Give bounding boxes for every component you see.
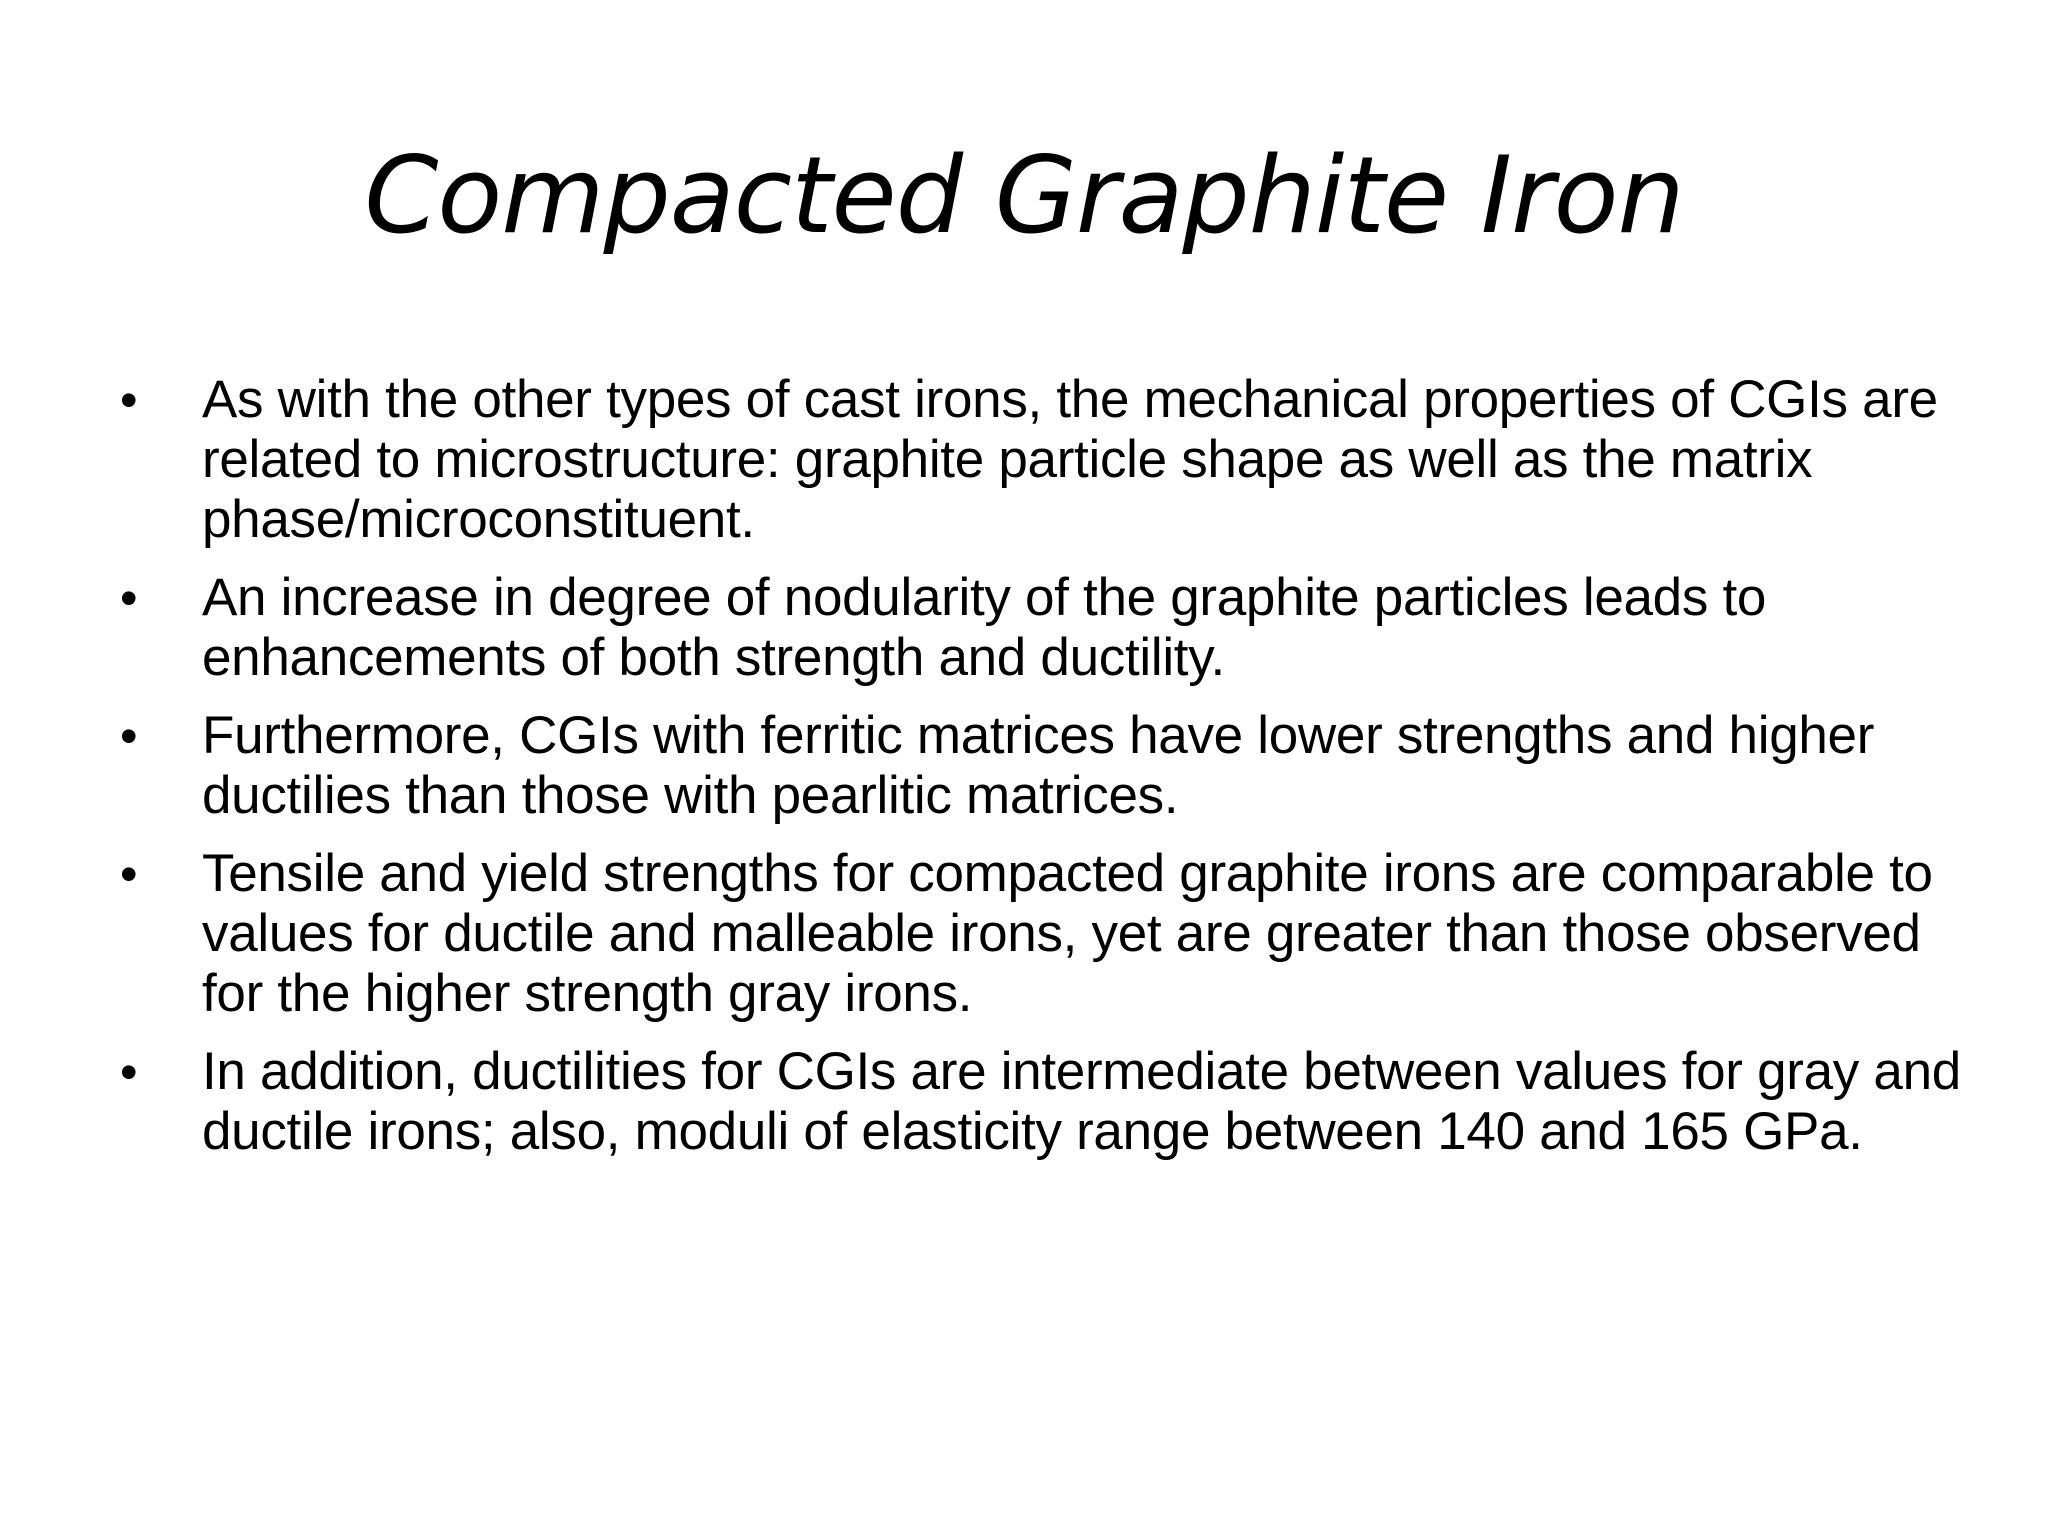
bullet-text: Tensile and yield strengths for compacted graphite irons are comparable to values for ductile and malleable irons, yet are greater than those observed for the higher strength gray irons. (202, 844, 1933, 1023)
bullet-item (120, 706, 1980, 826)
bullet-list (120, 370, 1980, 1180)
bullet-icon: • (120, 570, 138, 626)
slide-title: Compacted Graphite Iron (364, 134, 1684, 257)
bullet-icon: • (120, 372, 138, 428)
bullet-item (120, 1042, 1980, 1162)
bullet-item (120, 844, 1980, 1024)
bullet-text: An increase in degree of nodularity of the graphite particles leads to enhancements of both strength and ductility. (202, 568, 1767, 687)
bullet-item (120, 370, 1980, 550)
bullet-text: In addition, ductilities for CGIs are intermediate between values for gray and ductile irons; also, moduli of elasticity range between 140 and 165 GPa. (202, 1042, 1961, 1161)
bullet-icon: • (120, 846, 138, 902)
bullet-text: As with the other types of cast irons, the mechanical properties of CGIs are related to microstructure: graphite particle shape as well as the matrix phase/microconstituent. (202, 370, 1938, 549)
bullet-text: Furthermore, CGIs with ferritic matrices have lower strengths and higher ductilies than those with pearlitic matrices. (202, 706, 1875, 825)
bullet-item (120, 568, 1980, 688)
bullet-icon: • (120, 708, 138, 764)
bullet-icon: • (120, 1044, 138, 1100)
